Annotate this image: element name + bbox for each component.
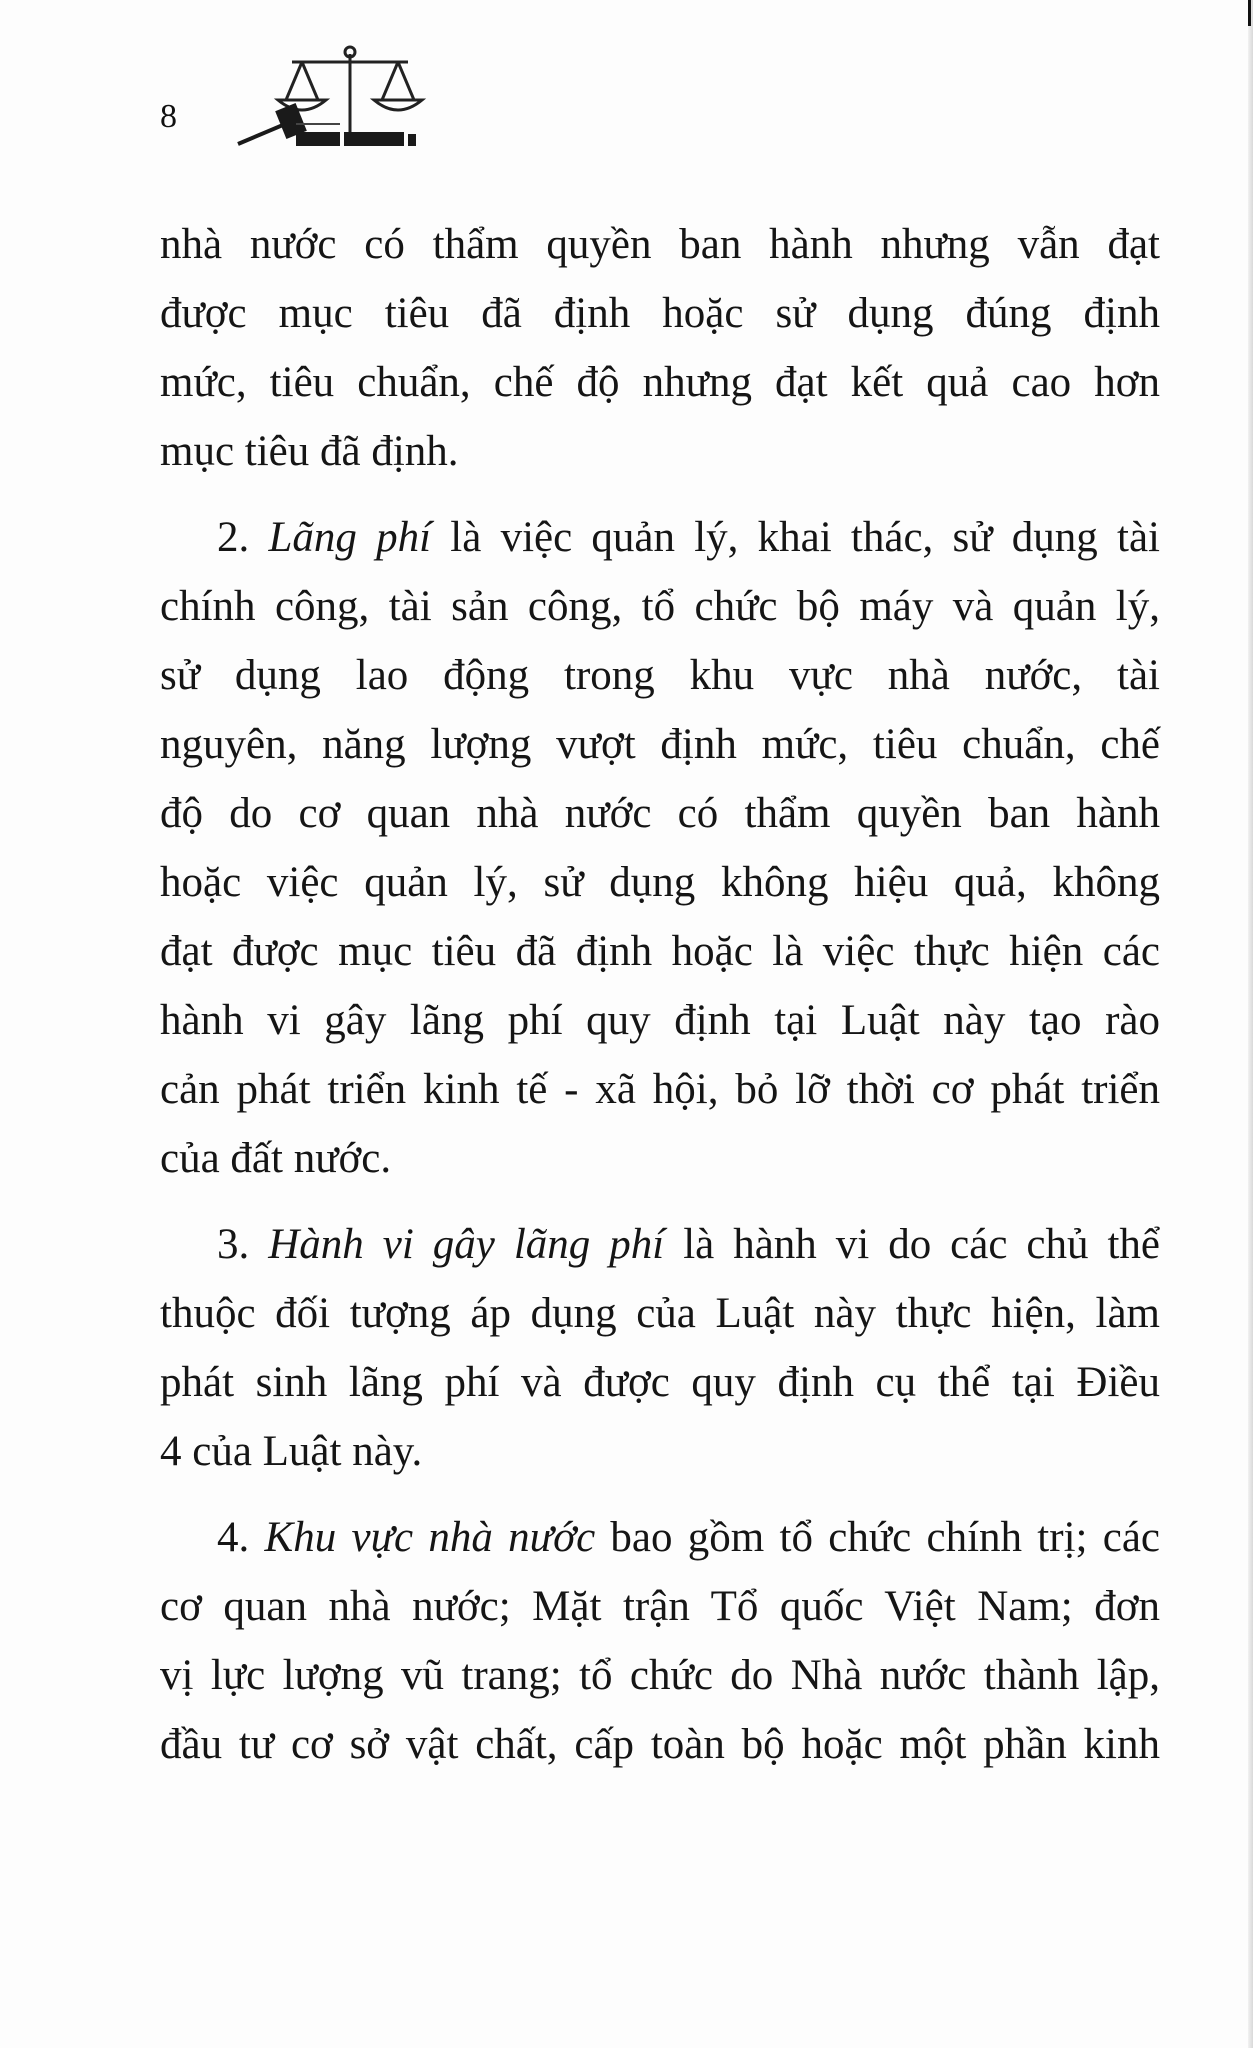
text-line: của đất nước. — [160, 1135, 392, 1182]
definition-item-4 — [160, 1503, 1160, 1779]
text-line: nguyên, năng lượng vượt định mức, tiêu chuẩn, chế — [160, 721, 1160, 768]
defined-term: Lãng phí — [268, 514, 432, 561]
text-line: hoặc việc quản lý, sử dụng không hiệu quả, không — [160, 859, 1160, 906]
text-line: đạt được mục tiêu đã định hoặc là việc thực hiện các — [160, 928, 1160, 975]
text-line: chính công, tài sản công, tổ chức bộ máy và quản lý, — [160, 583, 1160, 630]
edge-mark — [1248, 0, 1251, 26]
item-number: 2. — [217, 514, 250, 561]
text-line: vị lực lượng vũ trang; tổ chức do Nhà nước thành lập, — [160, 1652, 1160, 1699]
text-line: cơ quan nhà nước; Mặt trận Tổ quốc Việt Nam; đơn — [160, 1583, 1160, 1630]
text-fragment: là hành vi do các chủ thể — [664, 1221, 1160, 1268]
body-text — [160, 210, 1160, 1779]
page-number: 8 — [160, 98, 177, 135]
defined-term: Hành vi gây lãng phí — [268, 1221, 665, 1268]
text-line — [160, 1503, 1160, 1572]
paragraph-continuation — [160, 210, 1160, 486]
text-line: nhà nước có thẩm quyền ban hành nhưng vẫn đạt — [160, 221, 1160, 268]
text-line: đầu tư cơ sở vật chất, cấp toàn bộ hoặc một phần kinh — [160, 1721, 1160, 1768]
text-line: sử dụng lao động trong khu vực nhà nước, tài — [160, 652, 1160, 699]
text-line: hành vi gây lãng phí quy định tại Luật này tạo rào — [160, 997, 1160, 1044]
text-line: mức, tiêu chuẩn, chế độ nhưng đạt kết quả cao hơn — [160, 359, 1160, 406]
definition-item-2 — [160, 503, 1160, 1193]
text-line: cản phát triển kinh tế - xã hội, bỏ lỡ thời cơ phát triển — [160, 1066, 1160, 1113]
page-edge — [1248, 0, 1253, 2048]
text-fragment: là việc quản lý, khai thác, sử dụng tài — [431, 514, 1160, 561]
item-number: 3. — [217, 1221, 250, 1268]
text-line — [160, 1210, 1160, 1279]
defined-term: Khu vực nhà nước — [264, 1514, 596, 1561]
text-line — [160, 503, 1160, 572]
scales-of-justice-gavel-icon — [230, 40, 470, 160]
text-fragment: bao gồm tổ chức chính trị; các — [595, 1514, 1160, 1561]
text-line: độ do cơ quan nhà nước có thẩm quyền ban hành — [160, 790, 1160, 837]
text-line: mục tiêu đã định. — [160, 428, 459, 475]
definition-item-3 — [160, 1210, 1160, 1486]
text-line: được mục tiêu đã định hoặc sử dụng đúng định — [160, 290, 1160, 337]
text-line: 4 của Luật này. — [160, 1428, 423, 1475]
page-header — [160, 40, 420, 160]
text-line: thuộc đối tượng áp dụng của Luật này thực hiện, làm — [160, 1290, 1160, 1337]
item-number: 4. — [217, 1514, 250, 1561]
text-line: phát sinh lãng phí và được quy định cụ thể tại Điều — [160, 1359, 1160, 1406]
